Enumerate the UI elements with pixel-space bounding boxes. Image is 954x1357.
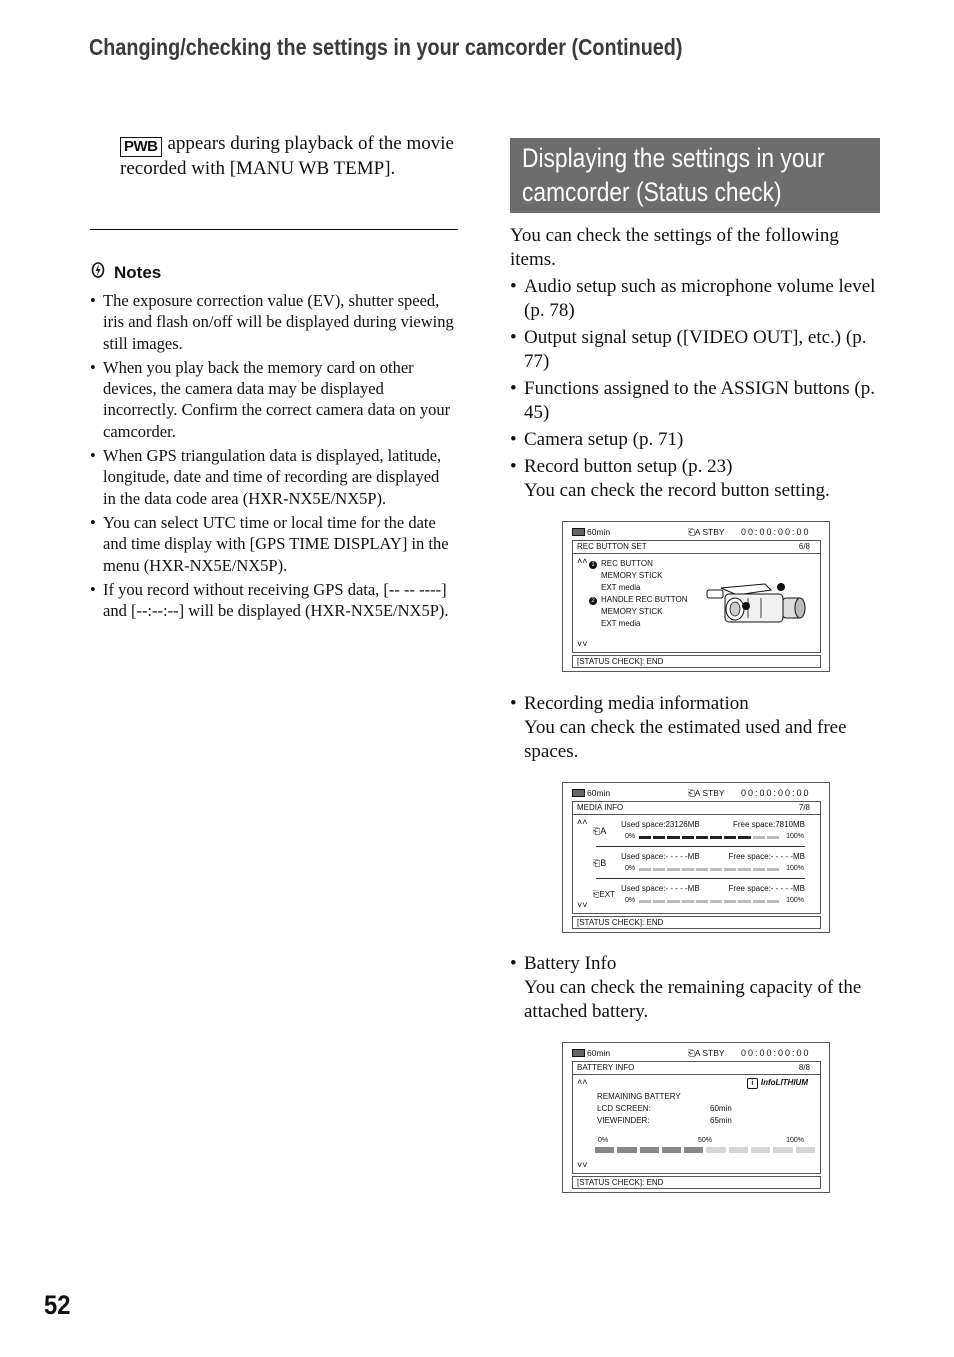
status-item [510,952,882,1024]
rec-line: MEMORY STICK [601,607,663,616]
usage-segment [653,900,665,903]
usage-segment [738,836,750,839]
page-number: 52 [44,1290,71,1320]
media-slot-label: A [600,826,607,836]
rec-line: MEMORY STICK [601,571,663,580]
scroll-down-icon: ˅˅ [577,639,588,649]
stby-label: STBY [702,1048,725,1058]
note-item: • The exposure correction value (EV), shutter speed, iris and flash on/off will be displayed during viewing still images. [90,290,456,354]
media-icon: ⎗A [688,788,703,798]
pwb-text: appears during playback of the movie recorded with [MANU WB TEMP]. [120,133,454,179]
status-check-intro [510,224,882,506]
status-item [510,455,882,503]
usage-bar [639,900,779,903]
infolithium-logo: InfoLITHIUM [760,1078,808,1087]
usage-bar [639,836,779,839]
battery-segment [662,1147,681,1153]
number-badge: 1 [589,561,597,569]
battery-time: 60min [587,1048,611,1058]
vf-label: VIEWFINDER: [597,1116,650,1125]
usage-segment [667,836,679,839]
rec-line: EXT media [601,583,641,592]
screen-title: REC BUTTON SET [573,541,820,554]
ext-media-icon: ⎗ [593,890,600,899]
usage-bar [639,868,779,871]
status-item-list [510,275,882,503]
usage-segment [767,900,779,903]
usage-segment [639,900,651,903]
record-desc: You can check the record button setting. [524,480,830,501]
rec-line: EXT media [601,619,641,628]
note-item: • You can select UTC time or local time for the date and time display with [GPS TIME DISPLAY] in the menu (HXR-NX5E/NX5P). [90,512,456,576]
scroll-up-icon: ˄˄ [577,556,588,566]
battery-segment [751,1147,770,1153]
media-icon: ⎗A [688,527,703,537]
scroll-down-icon: ˅˅ [577,1160,588,1170]
usage-segment [753,836,765,839]
battery-time: 60min [587,788,611,798]
media-slot-label: B [600,858,607,868]
free-space: Free space:- - - - -MB [728,852,805,861]
camcorder-icon [703,576,808,631]
vf-value: 65min [710,1116,732,1125]
notes-title: Notes [114,263,162,282]
battery-level-bar [595,1147,815,1153]
free-space: Free space:- - - - -MB [728,884,805,893]
media-desc: You can check the estimated used and free spaces. [524,717,847,762]
lcd-value: 60min [710,1104,732,1113]
battery-segment [617,1147,636,1153]
screen-title: BATTERY INFO [573,1062,820,1075]
number-badge: 2 [589,597,597,605]
info-icon: i [747,1078,758,1089]
used-space: Used space:- - - - -MB [621,884,700,893]
section-title-line: camcorder (Status check) [522,177,782,207]
note-item: • If you record without receiving GPS data, [-- -- ----] and [--:--:--] will be displayed (HXR-NX5E/NX5P). [90,579,456,622]
bar-min: 0% [625,865,636,872]
remaining-label: REMAINING BATTERY [597,1092,681,1101]
screen-page: 8/8 [798,1063,810,1072]
scroll-up-icon: ˄˄ [577,1077,588,1087]
status-item: • Output signal setup ([VIDEO OUT], etc.) (p. 77) [510,326,882,374]
usage-segment [696,900,708,903]
usage-segment [667,868,679,871]
notes-icon [90,262,106,283]
bar-max: 100% [786,865,804,872]
media-info-block [510,692,882,767]
screen-page: 7/8 [798,803,810,812]
usage-segment [653,836,665,839]
rec-line: REC BUTTON [601,559,653,568]
timecode: 00:00:00:00 [741,527,811,537]
battery-segment [773,1147,792,1153]
section-title [510,138,880,213]
scroll-up-icon: ˄˄ [577,817,588,827]
battery-time: 60min [587,527,611,537]
scale-max: 100% [786,1137,804,1144]
battery-icon [572,528,585,536]
media-icon: ⎗A [688,1048,703,1058]
usage-segment [667,900,679,903]
battery-info-screen [562,1042,830,1193]
status-item: • Audio setup such as microphone volume level (p. 78) [510,275,882,323]
battery-icon [572,1049,585,1057]
free-space: Free space:7810MB [732,820,805,829]
memory-stick-icon: ⎗ [593,826,601,836]
timecode: 00:00:00:00 [741,788,811,798]
usage-segment [753,868,765,871]
usage-segment [738,900,750,903]
usage-segment [696,868,708,871]
lcd-label: LCD SCREEN: [597,1104,651,1113]
intro-text: You can check the settings of the following items. [510,225,839,270]
media-slot-label: EXT [599,890,615,899]
notes-heading [90,262,161,283]
bar-max: 100% [786,897,804,904]
usage-segment [682,868,694,871]
timecode: 00:00:00:00 [741,1048,811,1058]
notes-list [90,290,456,624]
page-header: Changing/checking the settings in your camcorder (Continued) [89,34,683,60]
usage-segment [767,868,779,871]
usage-segment [767,836,779,839]
usage-segment [653,868,665,871]
bar-min: 0% [625,833,636,840]
usage-segment [724,836,736,839]
used-space: Used space:- - - - -MB [621,852,700,861]
memory-stick-icon: ⎗ [593,858,601,868]
battery-segment [684,1147,703,1153]
record-item: Record button setup (p. 23) [524,456,733,477]
status-item: • Functions assigned to the ASSIGN buttons (p. 45) [510,377,882,425]
note-item: • When you play back the memory card on other devices, the camera data may be displayed incorrectly. Confirm the correct camera data on your camcorder. [90,357,456,442]
status-item [510,692,882,764]
battery-segment [595,1147,614,1153]
status-item: • Camera setup (p. 71) [510,428,882,452]
usage-segment [724,868,736,871]
media-item: Recording media information [524,693,749,714]
scroll-down-icon: ˅˅ [577,900,588,910]
screen-footer: [STATUS CHECK]: END [572,1176,821,1189]
battery-item: Battery Info [524,953,617,974]
bar-min: 0% [625,897,636,904]
section-title-line: Displaying the settings in your [522,143,825,173]
screen-panel [572,801,821,914]
battery-icon [572,789,585,797]
usage-segment [710,868,722,871]
bar-max: 100% [786,833,804,840]
usage-segment [710,836,722,839]
row-divider [596,846,805,847]
divider [90,229,458,230]
usage-segment [696,836,708,839]
used-space: Used space:23126MB [621,820,700,829]
battery-segment [729,1147,748,1153]
battery-segment [796,1147,815,1153]
usage-segment [682,836,694,839]
screen-panel [572,1061,821,1174]
usage-segment [639,868,651,871]
usage-segment [682,900,694,903]
note-item: • When GPS triangulation data is displayed, latitude, longitude, date and time of recording are displayed in the data code area (HXR-NX5E/NX5P). [90,445,456,509]
usage-segment [710,900,722,903]
rec-button-screen [562,521,830,672]
media-info-screen [562,782,830,933]
scale-min: 0% [598,1137,609,1144]
battery-info-block [510,952,882,1027]
screen-panel [572,540,821,653]
stby-label: STBY [702,788,725,798]
screen-title: MEDIA INFO [573,802,820,815]
battery-segment [706,1147,725,1153]
screen-footer: [STATUS CHECK]: END [572,655,821,668]
usage-segment [753,900,765,903]
usage-segment [724,900,736,903]
screen-footer: [STATUS CHECK]: END [572,916,821,929]
row-divider [596,878,805,879]
usage-segment [738,868,750,871]
rec-line: HANDLE REC BUTTON [601,595,688,604]
pwb-paragraph [120,132,455,181]
pwb-icon: PWB [120,137,162,157]
stby-label: STBY [702,527,725,537]
usage-segment [639,836,651,839]
battery-desc: You can check the remaining capacity of the attached battery. [524,977,862,1022]
battery-segment [640,1147,659,1153]
screen-page: 6/8 [798,542,810,551]
scale-mid: 50% [698,1137,713,1144]
